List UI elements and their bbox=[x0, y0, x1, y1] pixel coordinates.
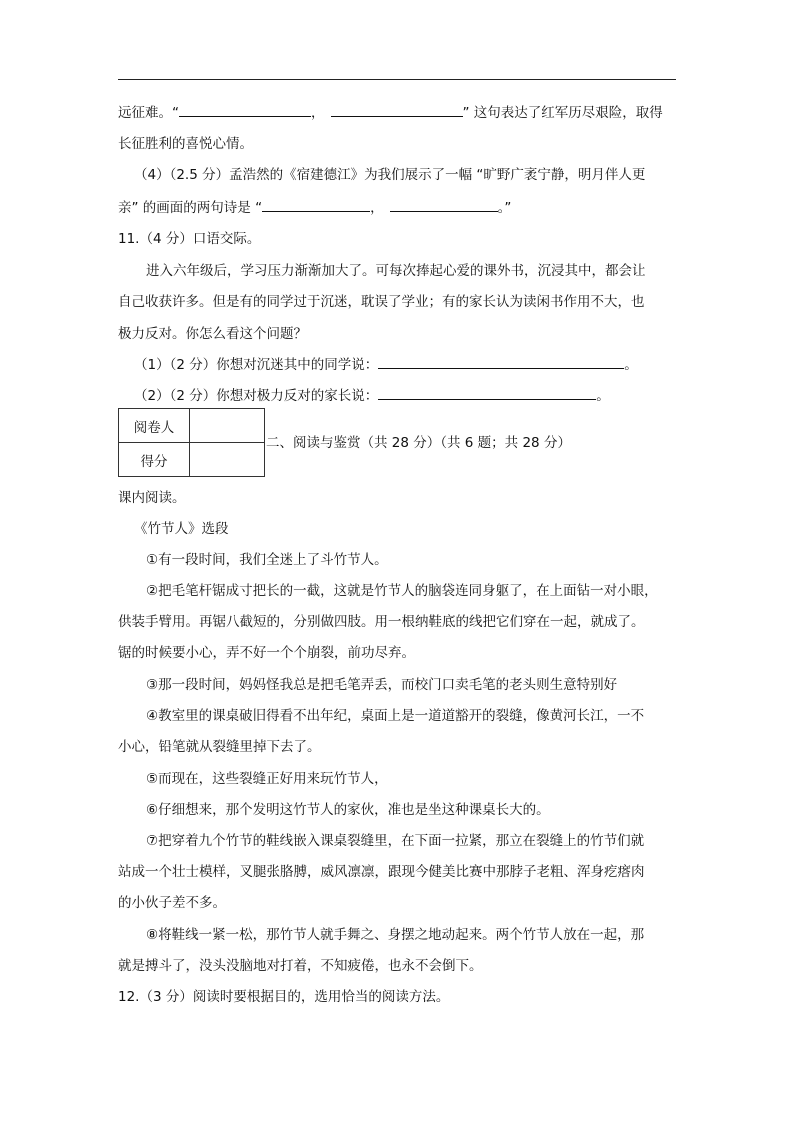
passage-line: 就是搏斗了，没头没脑地对打着，不知疲倦，也永不会倒下。 bbox=[118, 958, 483, 974]
q11-title: 11.（4 分）口语交际。 bbox=[118, 231, 261, 247]
passage-paragraph: ⑧将鞋线一紧一松，那竹节人就手舞之、身摆之地动起来。两个竹节人放在一起，那 bbox=[146, 927, 645, 943]
passage-paragraph: ⑦把穿着九个竹节的鞋线嵌入课桌裂缝里，在下面一拉紧，那立在裂缝上的竹节们就 bbox=[146, 833, 645, 849]
q11-sub2: （2）（2 分）你想对极力反对的家长说： 。 bbox=[134, 385, 610, 406]
q10-line1: 远征难。“ ， ” 这句表达了红军历尽艰险，取得 bbox=[118, 102, 663, 123]
q10-part4-line1: （4）（2.5 分）孟浩然的《宿建德江》为我们展示了一幅 “旷野广袤宁静，明月伴人更 bbox=[134, 167, 646, 183]
passage-paragraph: ②把毛笔杆锯成寸把长的一截，这就是竹节人的脑袋连同身躯了，在上面钻一对小眼， bbox=[146, 583, 658, 599]
passage-paragraph: ③那一段时间，妈妈怪我总是把毛笔弄丢，而校门口卖毛笔的老头则生意特别好 bbox=[146, 677, 618, 693]
passage-paragraph: ①有一段时间，我们全迷上了斗竹节人。 bbox=[146, 552, 388, 568]
q11-para-line: 进入六年级后，学习压力渐渐加大了。可每次捧起心爱的课外书，沉浸其中，都会让 bbox=[146, 263, 646, 279]
answer-blank[interactable] bbox=[378, 385, 596, 400]
answer-blank[interactable] bbox=[179, 102, 311, 117]
score-label: 得分 bbox=[119, 443, 190, 477]
passage-line: 的小伙子差不多。 bbox=[118, 895, 226, 911]
reviewer-value[interactable] bbox=[190, 409, 265, 443]
answer-blank[interactable] bbox=[262, 197, 370, 212]
q10-part4-line2: 亲” 的画面的两句诗是 “ ， 。” bbox=[118, 197, 511, 218]
passage-line: 供装手臂用。再锯八截短的，分别做四肢。用一根纳鞋底的线把它们穿在一起，就成了。 bbox=[118, 614, 645, 630]
header-rule bbox=[118, 79, 676, 80]
passage-paragraph: ④教室里的课桌破旧得看不出年纪，桌面上是一道道豁开的裂缝，像黄河长江，一不 bbox=[146, 708, 645, 724]
passage-paragraph: ⑤而现在，这些裂缝正好用来玩竹节人， bbox=[146, 771, 388, 787]
q11-para-line: 自己收获许多。但是有的同学过于沉迷，耽误了学业；有的家长认为读闲书作用不大，也 bbox=[118, 294, 645, 310]
passage-line: 小心，铅笔就从裂缝里掉下去了。 bbox=[118, 739, 321, 755]
answer-blank[interactable] bbox=[331, 102, 463, 117]
passage-line: 站成一个壮士模样，叉腿张胳膊，威风凛凛，跟现今健美比赛中那脖子老粗、浑身疙瘩肉 bbox=[118, 864, 645, 880]
reviewer-label: 阅卷人 bbox=[119, 409, 190, 443]
q11-sub1: （1）（2 分）你想对沉迷其中的同学说： 。 bbox=[134, 354, 638, 375]
answer-blank[interactable] bbox=[378, 354, 624, 369]
score-table bbox=[118, 408, 265, 477]
section-2-intro: 课内阅读。 bbox=[118, 490, 186, 506]
passage-line: 锯的时候要小心，弄不好一个个崩裂，前功尽弃。 bbox=[118, 645, 415, 661]
score-value[interactable] bbox=[190, 443, 265, 477]
answer-blank[interactable] bbox=[390, 197, 498, 212]
passage-title: 《竹节人》选段 bbox=[134, 521, 229, 537]
passage-paragraph: ⑥仔细想来，那个发明这竹节人的家伙，准也是坐这种课桌长大的。 bbox=[146, 802, 550, 818]
q12-title: 12.（3 分）阅读时要根据目的，选用恰当的阅读方法。 bbox=[118, 989, 450, 1005]
section-2-title: 二、阅读与鉴赏（共 28 分）（共 6 题；共 28 分） bbox=[266, 435, 571, 451]
q11-para-line: 极力反对。你怎么看这个问题？ bbox=[118, 326, 307, 342]
q10-line2: 长征胜利的喜悦心情。 bbox=[118, 136, 253, 152]
